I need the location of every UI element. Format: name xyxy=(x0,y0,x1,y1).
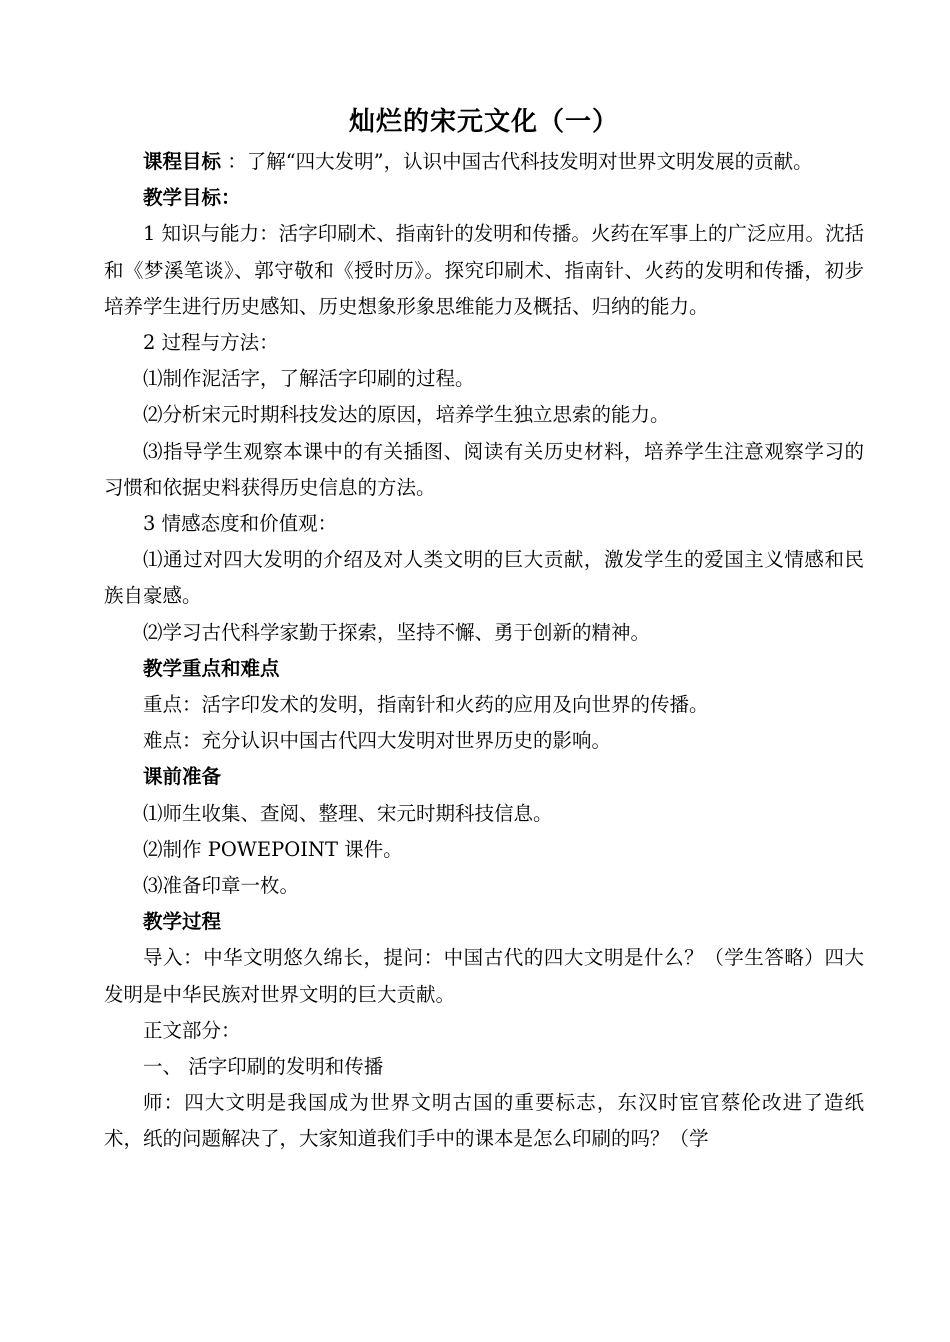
difficulty-paragraph: 难点：充分认识中国古代四大发明对世界历史的影响。 xyxy=(143,729,612,753)
knowledge-ability-paragraph: 1 知识与能力：活字印刷术、指南针的发明和传播。火药在军事上的广泛应用。沈括和《梦溪笔谈》、郭守敬和《授时历》。探究印刷术、指南针、火药的发明和传播，初步培养学生进行历史感知、历史想象形象思维能力及概括、归纳的能力。 xyxy=(104,222,864,318)
intro-paragraph: 导入：中华文明悠久绵长，提问：中国古代的四大文明是什么？（学生答略）四大发明是中华民族对世界文明的巨大贡献。 xyxy=(104,946,864,1006)
document-title: 灿烂的宋元文化（一） xyxy=(348,107,619,137)
course-goal-paragraph xyxy=(104,144,864,180)
process-method-heading: 2 过程与方法： xyxy=(143,331,279,355)
preparation-heading: 课前准备 xyxy=(143,765,222,789)
emotion-item-2: ⑵学习古代科学家勤于探索，坚持不懈、勇于创新的精神。 xyxy=(143,620,651,644)
key-points-heading: 教学重点和难点 xyxy=(143,656,280,680)
key-point-paragraph: 重点：活字印发术的发明，指南针和火药的应用及向世界的传播。 xyxy=(143,693,709,717)
process-item-1: ⑴制作泥活字，了解活字印刷的过程。 xyxy=(143,367,475,391)
prep-item-3: ⑶准备印章一枚。 xyxy=(143,874,300,898)
teacher-paragraph-1: 师：四大文明是我国成为世界文明古国的重要标志，东汉时宦官蔡伦改进了造纸术，纸的问题解决了，大家知道我们手中的课本是怎么印刷的吗？（学 xyxy=(104,1091,864,1151)
emotion-values-heading: 3 情感态度和价值观： xyxy=(143,512,338,536)
course-goal-label: 课程目标 xyxy=(143,150,222,173)
document-page xyxy=(104,100,864,1158)
course-goal-text: ：了解“四大发明”，认识中国古代科技发明对世界文明发展的贡献。 xyxy=(221,150,813,173)
prep-item-2: ⑵制作 POWEPOINT 课件。 xyxy=(143,837,403,861)
emotion-item-1: ⑴通过对四大发明的介绍及对人类文明的巨大贡献，激发学生的爱国主义情感和民族自豪感。 xyxy=(104,548,864,608)
section-1-heading: 一、 活字印刷的发明和传播 xyxy=(143,1055,384,1079)
prep-item-1: ⑴师生收集、查阅、整理、宋元时期科技信息。 xyxy=(143,801,553,825)
process-item-3: ⑶指导学生观察本课中的有关插图、阅读有关历史材料，培养学生注意观察学习的习惯和依据史料获得历史信息的方法。 xyxy=(104,439,864,499)
process-item-2: ⑵分析宋元时期科技发达的原因，培养学生独立思索的能力。 xyxy=(143,403,670,427)
body-label: 正文部分： xyxy=(143,1018,241,1042)
process-heading: 教学过程 xyxy=(143,910,222,934)
teaching-goal-heading: 教学目标： xyxy=(143,186,241,210)
